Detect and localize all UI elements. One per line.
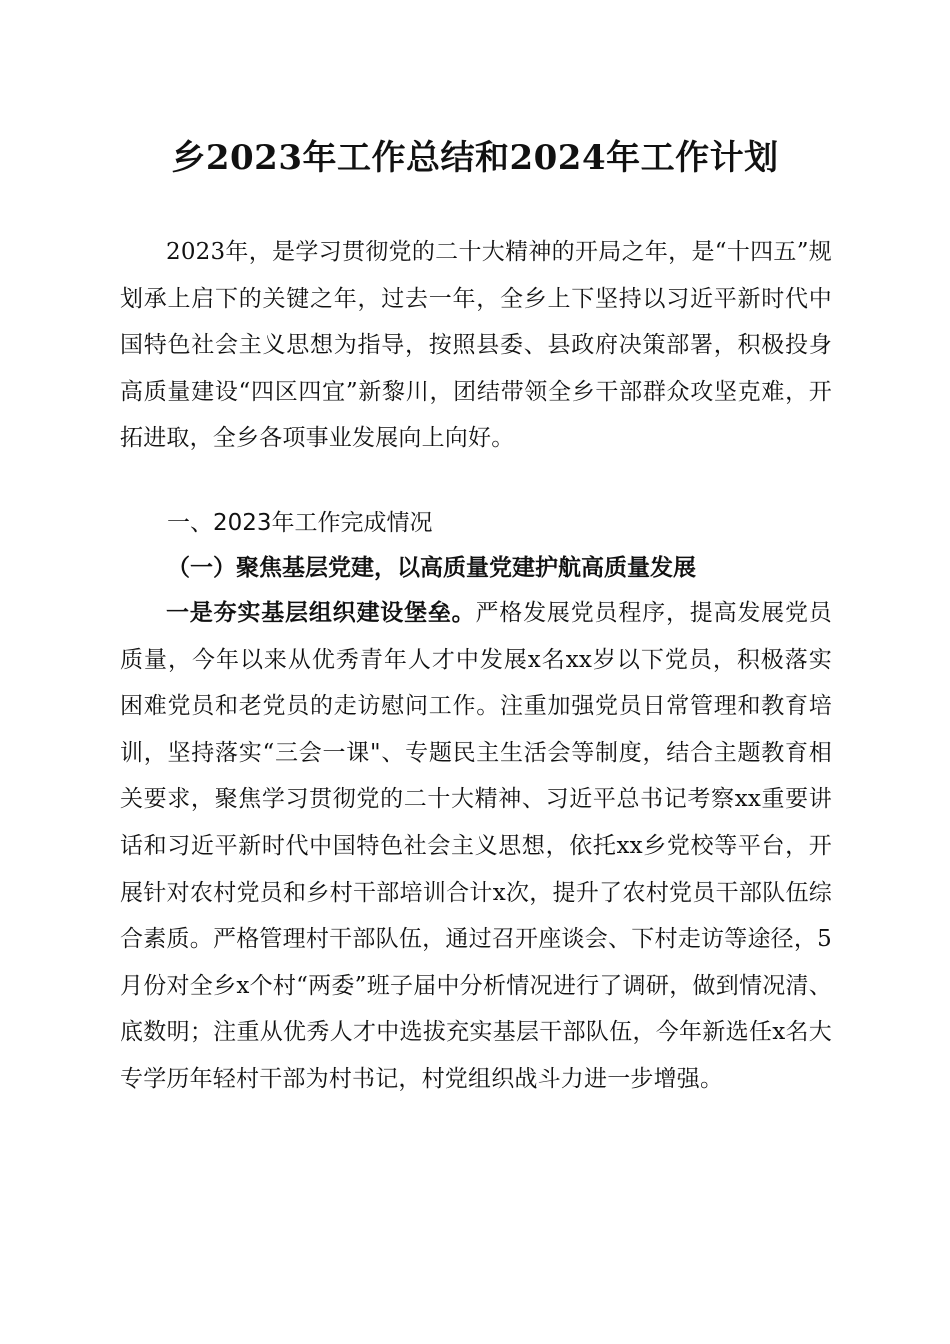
subsection-heading: （一）聚焦基层党建，以高质量党建护航高质量发展 [167, 554, 696, 581]
document-title: 乡2023年工作总结和2024年工作计划 [171, 138, 779, 178]
body-paragraph [120, 590, 832, 1103]
paragraph-text: 严格发展党员程序，提高发展党员质量，今年以来从优秀青年人才中发展x名xx岁以下党员，积极落实困难党员和老党员的走访慰问工作。注重加强党员日常管理和教育培训，坚持落实“三会一课"、专题民主生活会等制度，结合主题教育相关要求，聚焦学习贯彻党的二十大精神、习近平总书记考察xx重要讲话和习近平新时代中国特色社会主义思想，依托xx乡党校等平台，开展针对农村党员和乡村干部培训合计x次，提升了农村党员干部队伍综合素质。严格管理村干部队伍，通过召开座谈会、下村走访等途径，5月份对全乡x个村“两委”班子届中分析情况进行了调研，做到情况清、底数明；注重从优秀人才中选拔充实基层干部队伍，今年新选任x名大专学历年轻村干部为村书记，村党组织战斗力进一步增强。 [120, 600, 832, 1092]
intro-paragraph: 2023年，是学习贯彻党的二十大精神的开局之年，是“十四五”规划承上启下的关键之年，过去一年，全乡上下坚持以习近平新时代中国特色社会主义思想为指导，按照县委、县政府决策部署，积极投身高质量建设“四区四宜”新黎川，团结带领全乡干部群众攻坚克难，开拓进取，全乡各项事业发展向上向好。 [120, 239, 832, 452]
paragraph-lead: 一是夯实基层组织建设堡垒。 [166, 599, 476, 626]
section-heading: 一、2023年工作完成情况 [167, 510, 433, 536]
